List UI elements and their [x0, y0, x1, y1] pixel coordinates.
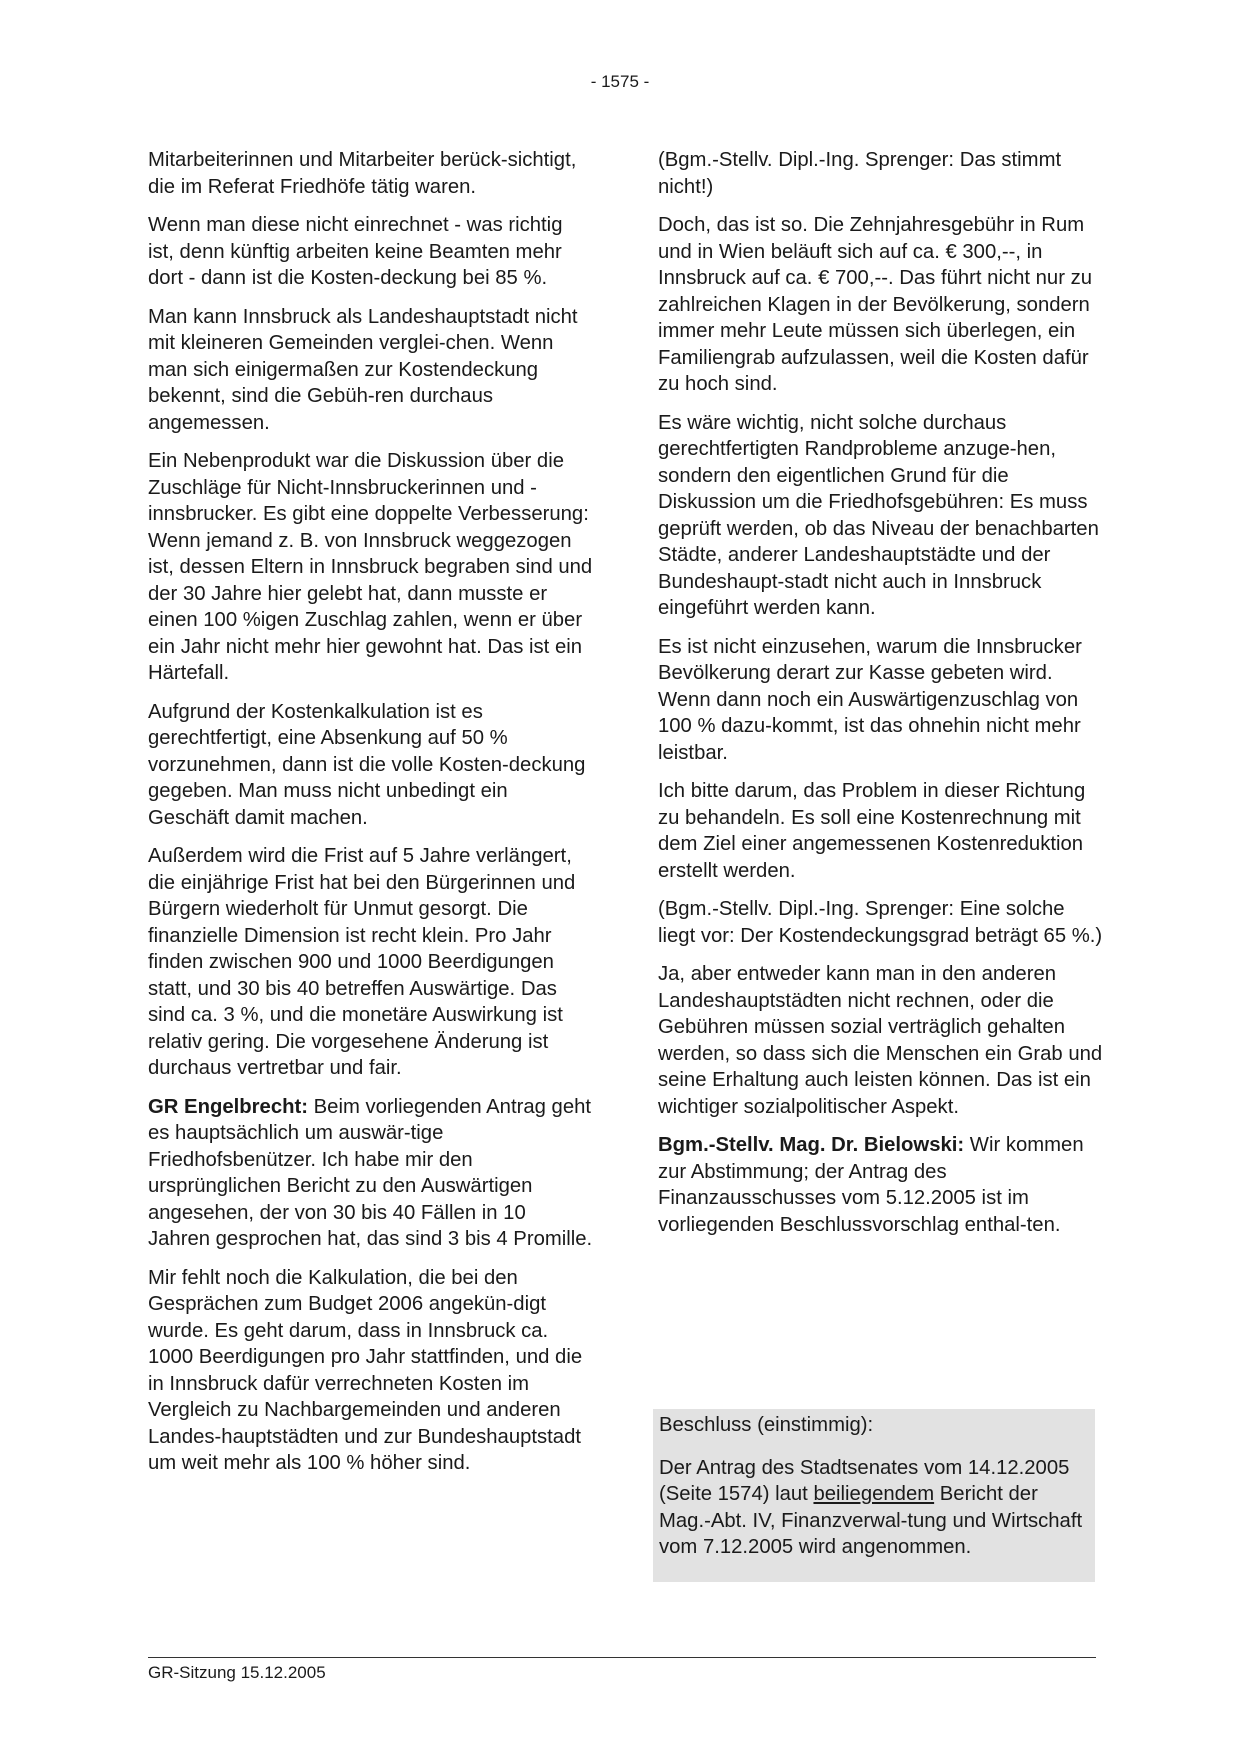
paragraph: Es wäre wichtig, nicht solche durchaus gerechtfertigten Randprobleme anzuge-hen, sondern den eigentlichen Grund für die Diskussion um die Friedhofsgebühren: Es muss geprüft werden, ob das Niveau der benachbarten Städte, anderer Landeshauptstädte und der Bundeshaupt-stadt nicht auch in Innsbruck eingeführt werden kann. — [658, 411, 1099, 619]
page-number: - 1575 - — [590, 72, 650, 91]
resolution-text-end: Bericht der Mag.-Abt. IV, Finanzverwal-tung und Wirtschaft vom 7.12.2005 wird angenommen. — [659, 1483, 1083, 1558]
speaker-text: Beim vorliegenden Antrag geht es hauptsächlich um auswär-tige Friedhofsbenützer. Ich habe mir den ursprünglichen Bericht zu den Auswärtigen angesehen, der von 30 bis 40 Fällen in 10 Jahren gesprochen hat, das sind 3 bis 4 Promille. — [148, 1095, 593, 1250]
paragraph: Mir fehlt noch die Kalkulation, die bei den Gesprächen zum Budget 2006 angekün-digt wurde. Es geht darum, dass in Innsbruck ca. 1000 Beerdigungen pro Jahr stattfinden, und die in Innsbruck dafür verrechneten Kosten im Vergleich zu Nachbargemeinden und anderen Landes-hauptstädten und zur Bundeshauptstadt um weit mehr als 100 % höher sind. — [148, 1266, 583, 1474]
speaker-text: Wir kommen zur Abstimmung; der Antrag des Finanzausschusses vom 5.12.2005 ist im vorliegenden Beschlussvorschlag enthal-ten. — [658, 1134, 1084, 1236]
paragraph: Aufgrund der Kostenkalkulation ist es gerechtfertigt, eine Absenkung auf 50 % vorzunehmen, dann ist die volle Kosten-deckung gegeben. Man muss nicht unbedingt ein Geschäft damit machen. — [148, 700, 586, 829]
paragraph: Wenn man diese nicht einrechnet - was richtig ist, denn künftig arbeiten keine Beamten mehr dort - dann ist die Kosten-deckung bei 85 %. — [148, 214, 563, 289]
paragraph: Es ist nicht einzusehen, warum die Innsbrucker Bevölkerung derart zur Kasse gebeten wird. Wenn dann noch ein Auswärtigenzuschlag von 100 % dazu-kommt, ist das ohnehin nicht mehr leistbar. — [658, 635, 1082, 764]
resolution-title: Beschluss (einstimmig): — [659, 1414, 874, 1436]
interjection: (Bgm.-Stellv. Dipl.-Ing. Sprenger: Eine solche liegt vor: Der Kostendeckungsgrad beträgt 65 %.) — [658, 898, 1103, 947]
paragraph: Außerdem wird die Frist auf 5 Jahre verlängert, die einjährige Frist hat bei den Bürgerinnen und Bürgern wiederholt für Unmut gesorgt. Die finanzielle Dimension ist recht klein. Pro Jahr finden zwischen 900 und 1000 Beerdigungen statt, und 30 bis 40 betreffen Auswärtige. Das sind ca. 3 %, und die monetäre Auswirkung ist relativ gering. Die vorgesehene Änderung ist durchaus vertretbar und fair. — [148, 845, 576, 1079]
speaker-name: Bgm.-Stellv. Mag. Dr. Bielowski: — [658, 1134, 965, 1156]
speaker-paragraph — [148, 1094, 593, 1253]
resolution-text-start: Der Antrag des Stadtsenates vom 14.12.2005 (Seite 1574) laut — [659, 1456, 1070, 1505]
speaker-paragraph — [658, 1132, 1103, 1238]
left-column — [148, 147, 593, 1489]
resolution-underlined-word: beiliegendem — [813, 1483, 935, 1505]
paragraph: Mitarbeiterinnen und Mitarbeiter berück-sichtigt, die im Referat Friedhöfe tätig waren. — [148, 149, 577, 198]
interjection: (Bgm.-Stellv. Dipl.-Ing. Sprenger: Das stimmt nicht!) — [658, 149, 1062, 198]
paragraph: Ein Nebenprodukt war die Diskussion über die Zuschläge für Nicht-Innsbruckerinnen und -innsbrucker. Es gibt eine doppelte Verbesserung: Wenn jemand z. B. von Innsbruck weggezogen ist, dessen Eltern in Innsbruck begraben sind und der 30 Jahre hier gelebt hat, dann musste er einen 100 %igen Zuschlag zahlen, wenn er über ein Jahr nicht mehr hier gewohnt hat. Das ist ein Härtefall. — [148, 450, 593, 684]
paragraph: Ich bitte darum, das Problem in dieser Richtung zu behandeln. Es soll eine Kostenrechnung mit dem Ziel einer angemessenen Kostenreduktion erstellt werden. — [658, 780, 1086, 882]
footer-text: GR-Sitzung 15.12.2005 — [148, 1663, 326, 1682]
footer-divider — [148, 1657, 1096, 1658]
paragraph: Man kann Innsbruck als Landeshauptstadt nicht mit kleineren Gemeinden verglei-chen. Wenn man sich einigermaßen zur Kostendeckung bekennt, sind die Gebüh-ren durchaus angemessen. — [148, 305, 578, 434]
right-column — [658, 147, 1103, 1250]
resolution-box — [653, 1409, 1095, 1582]
paragraph: Ja, aber entweder kann man in den anderen Landeshauptstädten nicht rechnen, oder die Gebühren müssen sozial verträglich gehalten werden, so dass sich die Menschen ein Grab und seine Erhaltung auch leisten können. Das ist ein wichtiger sozialpolitischer Aspekt. — [658, 963, 1103, 1118]
paragraph: Doch, das ist so. Die Zehnjahresgebühr in Rum und in Wien beläuft sich auf ca. € 300,--, in Innsbruck auf ca. € 700,--. Das führt nicht nur zu zahlreichen Klagen in der Bevölkerung, sondern immer mehr Leute müssen sich überlegen, ein Familiengrab aufzulassen, weil die Kosten dafür zu hoch sind. — [658, 214, 1093, 395]
resolution-text — [653, 1455, 1095, 1561]
speaker-name: GR Engelbrecht: — [148, 1095, 309, 1118]
